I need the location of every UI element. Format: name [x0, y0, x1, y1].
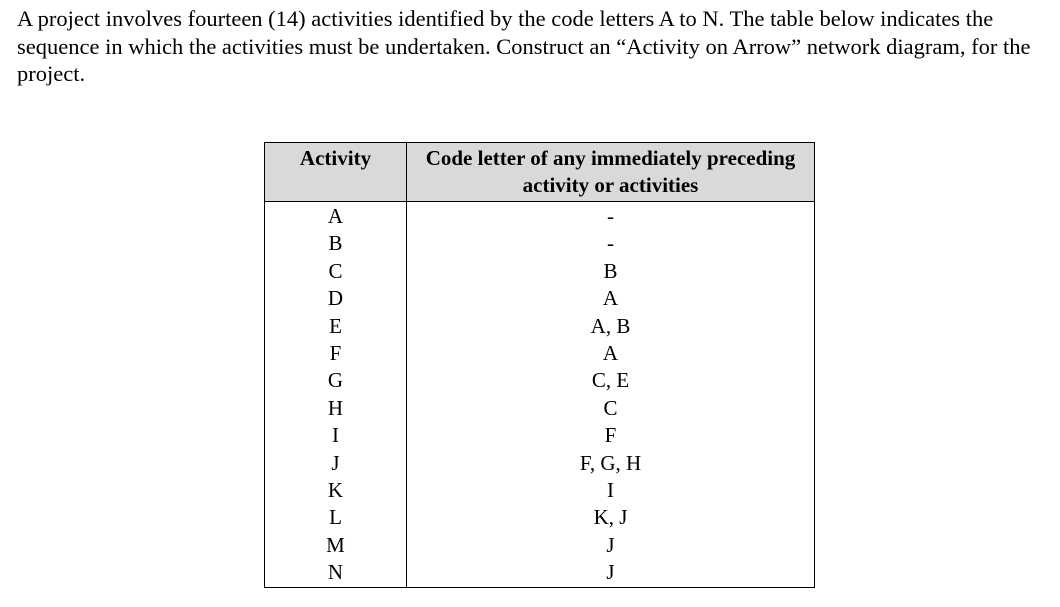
activity-cell: H	[265, 395, 407, 422]
table-row	[265, 313, 815, 340]
table-row	[265, 395, 815, 422]
table-row	[265, 258, 815, 285]
activity-cell: E	[265, 313, 407, 340]
table-row	[265, 230, 815, 257]
table-row	[265, 285, 815, 312]
activity-cell: K	[265, 477, 407, 504]
table-header-row	[265, 143, 815, 202]
predecessor-cell: -	[407, 230, 815, 257]
table-row	[265, 422, 815, 449]
predecessor-cell: -	[407, 202, 815, 231]
table-row	[265, 450, 815, 477]
activity-cell: L	[265, 504, 407, 531]
activity-cell: D	[265, 285, 407, 312]
activity-cell: F	[265, 340, 407, 367]
intro-paragraph: A project involves fourteen (14) activities identified by the code letters A to N. The table below indicates the sequence in which the activities must be undertaken. Construct an “Activity on Arrow” network diagram, for the project.	[17, 6, 1031, 86]
table-row	[265, 202, 815, 231]
activity-cell: M	[265, 532, 407, 559]
table-row	[265, 340, 815, 367]
table-row	[265, 477, 815, 504]
table-row	[265, 504, 815, 531]
predecessor-cell: A	[407, 340, 815, 367]
predecessor-cell: I	[407, 477, 815, 504]
predecessor-cell: F	[407, 422, 815, 449]
predecessor-cell: C, E	[407, 367, 815, 394]
predecessor-cell: C	[407, 395, 815, 422]
table-row	[265, 532, 815, 559]
table-row	[265, 367, 815, 394]
table-body	[265, 202, 815, 588]
table-row	[265, 559, 815, 587]
precedence-table-container	[264, 142, 815, 588]
activity-cell: G	[265, 367, 407, 394]
activity-cell: A	[265, 202, 407, 231]
activity-cell: I	[265, 422, 407, 449]
predecessor-cell: J	[407, 559, 815, 587]
precedence-table	[264, 142, 815, 588]
predecessor-cell: A	[407, 285, 815, 312]
activity-cell: C	[265, 258, 407, 285]
activity-cell: B	[265, 230, 407, 257]
activity-cell: N	[265, 559, 407, 587]
predecessor-cell: F, G, H	[407, 450, 815, 477]
predecessor-column-header: Code letter of any immediately preceding activity or activities	[407, 143, 815, 202]
predecessor-cell: B	[407, 258, 815, 285]
predecessor-cell: J	[407, 532, 815, 559]
activity-cell: J	[265, 450, 407, 477]
activity-column-header: Activity	[265, 143, 407, 202]
predecessor-cell: K, J	[407, 504, 815, 531]
predecessor-cell: A, B	[407, 313, 815, 340]
